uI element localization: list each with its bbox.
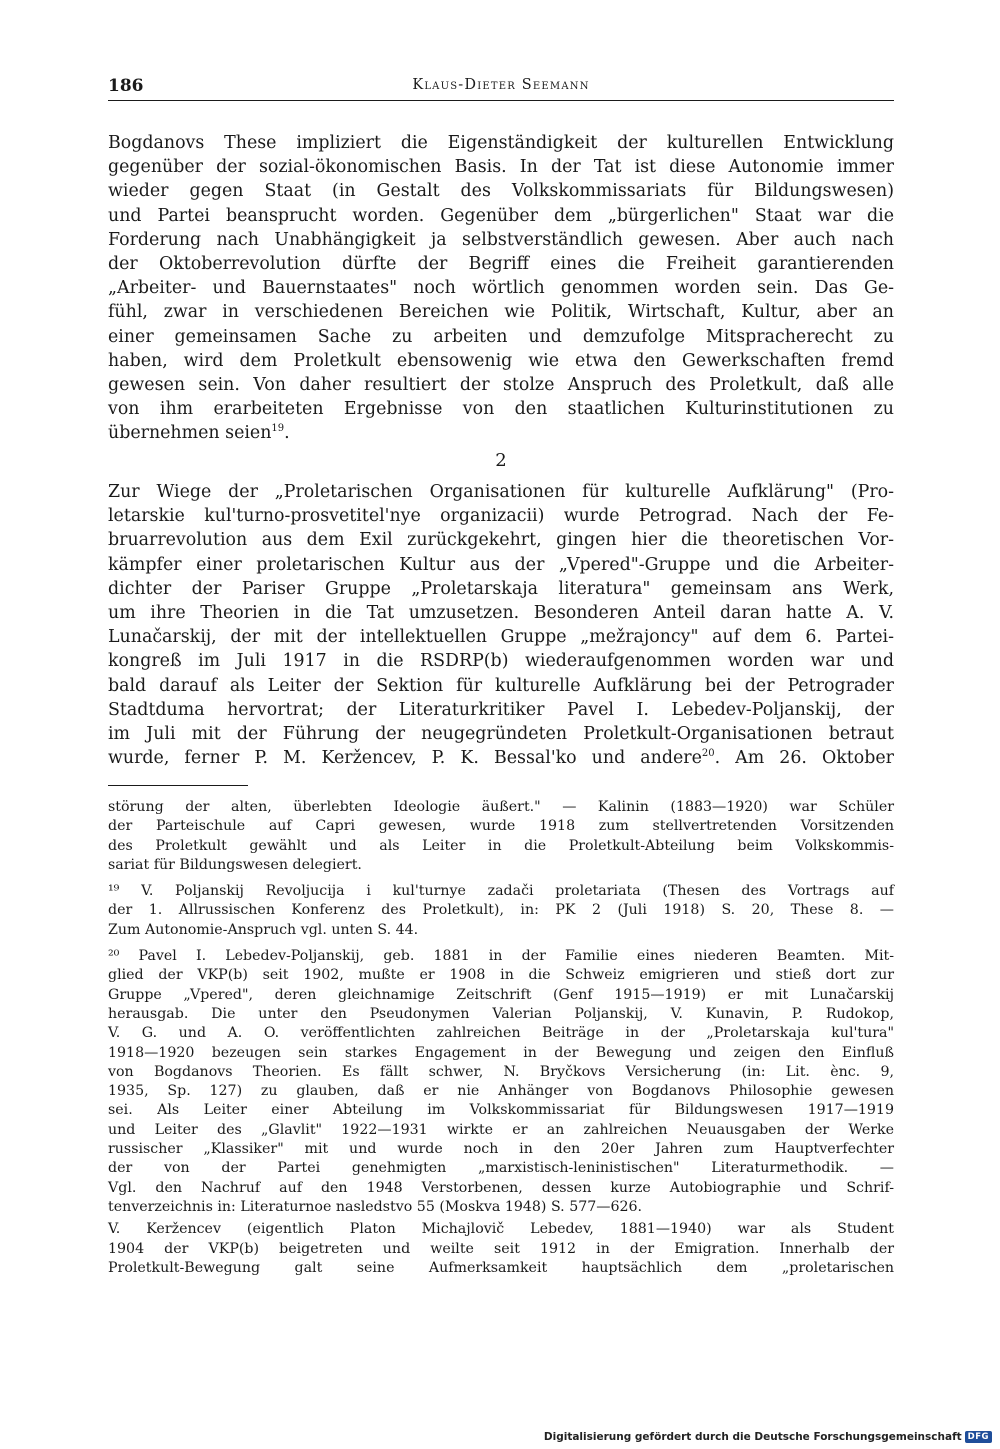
text-line: Forderung nach Unabhängigkeit ja selbstverständlich gewesen. Aber auch nach: [108, 229, 894, 250]
footnote-line: V. Keržencev (eigentlich Platon Michajlovič Lebedev, 1881—1940) war als Student: [108, 1221, 894, 1238]
footnote-continuation: [108, 798, 894, 875]
footnote-line: der Parteischule auf Capri gewesen, wurde 1918 zum stellvertretenden Vorsitzenden: [108, 818, 894, 835]
footnote-ref-20[interactable]: 20: [701, 748, 715, 760]
text-line: kongreß im Juli 1917 in die RSDRP(b) wiederaufgenommen worden war und: [108, 651, 894, 672]
text-line: fühl, zwar in verschiedenen Bereichen wie Politik, Wirtschaft, Kultur, aber an: [108, 302, 894, 323]
page-number: 186: [108, 76, 144, 96]
text-line-last: [108, 421, 894, 445]
text-fragment: .: [284, 423, 290, 444]
text-line: bald darauf als Leiter der Sektion für kulturelle Aufklärung bei der Petrograder: [108, 675, 894, 696]
footnote-line: ¹⁹ V. Poljanskij Revoljucija i kul'turnye zadači proletariata (Thesen des Vortrags auf: [108, 883, 894, 900]
text-line: dichter der Pariser Gruppe „Proletarskaja literatura" gemeinsam ans Werk,: [108, 578, 894, 599]
footnote-line: 1918—1920 bezeugen sein starkes Engagement in der Bewegung und zeigen den Einfluß: [108, 1044, 894, 1061]
text-line: der Oktoberrevolution dürfte der Begriff eines die Freiheit garantierenden: [108, 253, 894, 274]
text-line: bruarrevolution aus dem Exil zurückgekehrt, gingen hier die theoretischen Vor-: [108, 530, 894, 551]
footnote-line: der von der Partei genehmigten „marxistisch-leninistischen" Literaturmethodik. —: [108, 1160, 894, 1177]
footnote-line: und Leiter des „Glavlit" 1922—1931 wirkte er an zahlreichen Neuausgaben der Werke: [108, 1121, 894, 1138]
footnote-line: von Bogdanovs Theorien. Es fällt schwer, N. Bryčkovs Versicherung (in: Lit. ènc. 9,: [108, 1063, 894, 1080]
text-line: Lunačarskij, der mit der intellektuellen Gruppe „mežrajoncy" auf dem 6. Partei-: [108, 627, 894, 648]
text-line: letarskie kul'turno-prosvetitel'nye organizacii) wurde Petrograd. Nach der Fe-: [108, 506, 894, 527]
footnote-line: Zum Autonomie-Anspruch vgl. unten S. 44.: [108, 921, 419, 938]
text-line: kämpfer einer proletarischen Kultur aus der „Vpered"-Gruppe und die Arbeiter-: [108, 554, 894, 575]
footnote-line: störung der alten, überlebten Ideologie äußert." — Kalinin (1883—1920) war Schüler: [108, 799, 894, 815]
text-line: wieder gegen Staat (in Gestalt des Volkskommissariats für Bildungswesen): [108, 181, 894, 202]
text-line: von ihm erarbeiteten Ergebnisse von den staatlichen Kulturinstitutionen zu: [108, 399, 894, 420]
section-number: 2: [495, 450, 507, 471]
footnote-line: Gruppe „Vpered", deren gleichnamige Zeitschrift (Genf 1915—1919) er mit Lunačarskij: [108, 986, 894, 1003]
footnote-line: sei. Als Leiter einer Abteilung im Volkskommissariat für Bildungswesen 1917—1919: [108, 1102, 894, 1119]
footnote-line: sariat für Bildungswesen delegiert.: [108, 856, 362, 873]
text-line: Stadtduma hervortrat; der Literaturkritiker Pavel I. Lebedev-Poljanskij, der: [108, 699, 894, 720]
footnote-ref-19[interactable]: 19: [271, 423, 285, 435]
text-line: um ihre Theorien in die Tat umzusetzen. Besonderen Anteil daran hatte A. V.: [108, 602, 894, 623]
text-line: haben, wird dem Proletkult ebensowenig wie etwa den Gewerkschaften fremd: [108, 350, 894, 371]
text-line: im Juli mit der Führung der neugegründeten Proletkult-Organisationen betraut: [108, 723, 894, 744]
dfg-logo: DFG: [965, 1431, 992, 1443]
footnote-line: 1935, Sp. 127) zu glauben, daß er nie Anhänger von Bogdanovs Philosophie gewesen: [108, 1083, 894, 1100]
text-line: „Arbeiter- und Bauernstaates" noch wörtlich genommen worden sein. Das Ge-: [108, 278, 894, 299]
footnote-line: tenverzeichnis in: Literaturnoe nasledstvo 55 (Moskva 1948) S. 577—626.: [108, 1198, 643, 1215]
text-line: gegenüber der sozial-ökonomischen Basis. In der Tat ist diese Autonomie immer: [108, 157, 894, 178]
text-line: Bogdanovs These impliziert die Eigenständigkeit der kulturellen Entwicklung: [108, 133, 894, 153]
running-head: Klaus-Dieter Seemann: [412, 77, 590, 93]
text-line: Zur Wiege der „Proletarischen Organisationen für kulturelle Aufklärung" (Pro-: [108, 482, 894, 502]
digitization-footer: [544, 1431, 992, 1443]
footnote-line: 1904 der VKP(b) beigetreten und weilte seit 1912 in der Emigration. Innerhalb der: [108, 1240, 894, 1257]
paragraph-1: [108, 131, 894, 445]
footnote-line: V. G. und A. O. veröffentlichten zahlreichen Beiträge in der „Proletarskaja kul'tura": [108, 1025, 894, 1042]
text-fragment: . Am 26. Oktober: [714, 748, 894, 769]
text-line: und Partei beansprucht worden. Gegenüber dem „bürgerlichen" Staat war die: [108, 205, 894, 226]
footnote-19: [108, 882, 894, 940]
page-header: [108, 74, 894, 101]
footnote-line: der 1. Allrussischen Konferenz des Proletkult), in: PK 2 (Juli 1918) S. 20, These 8. —: [108, 902, 894, 919]
text-fragment: übernehmen seien: [108, 423, 272, 444]
text-line: einer gemeinsamen Sache zu arbeiten und demzufolge Mitspracherecht zu: [108, 326, 894, 347]
footnotes: [108, 798, 894, 1278]
footnote-20: [108, 947, 894, 1217]
footnote-line: des Proletkult gewählt und als Leiter in die Proletkult-Abteilung beim Volkskommis-: [108, 837, 894, 854]
footnote-line: glied der VKP(b) seit 1902, mußte er 1908 in die Schweiz emigrieren und stieß dort zur: [108, 967, 894, 984]
footnote-line: herausgab. Die unter den Pseudonymen Valerian Poljanskij, V. Kunavin, P. Rudokop,: [108, 1005, 894, 1022]
footnote-line: Vgl. den Nachruf auf den 1948 Verstorbenen, dessen kurze Autobiographie und Schrif-: [108, 1179, 894, 1196]
text-line-last: [108, 746, 894, 770]
footnote-separator: [108, 785, 248, 786]
footnote-line: russischer „Klassiker" mit und wurde noch in den 20er Jahren zum Hauptverfechter: [108, 1141, 894, 1158]
paragraph-2: [108, 480, 894, 770]
footnote-line: ²⁰ Pavel I. Lebedev-Poljanskij, geb. 1881 in der Familie eines niederen Beamten. Mit-: [108, 948, 894, 965]
footnote-20-continued: [108, 1220, 894, 1278]
text-line: gewesen sein. Von daher resultiert der stolze Anspruch des Proletkult, daß alle: [108, 374, 894, 395]
footnote-line: Proletkult-Bewegung galt seine Aufmerksamkeit hauptsächlich dem „proletarischen: [108, 1259, 894, 1276]
text-fragment: wurde, ferner P. M. Keržencev, P. K. Bessal'ko und andere: [108, 748, 702, 769]
footer-text: Digitalisierung gefördert durch die Deutsche Forschungsgemeinschaft: [543, 1431, 962, 1443]
